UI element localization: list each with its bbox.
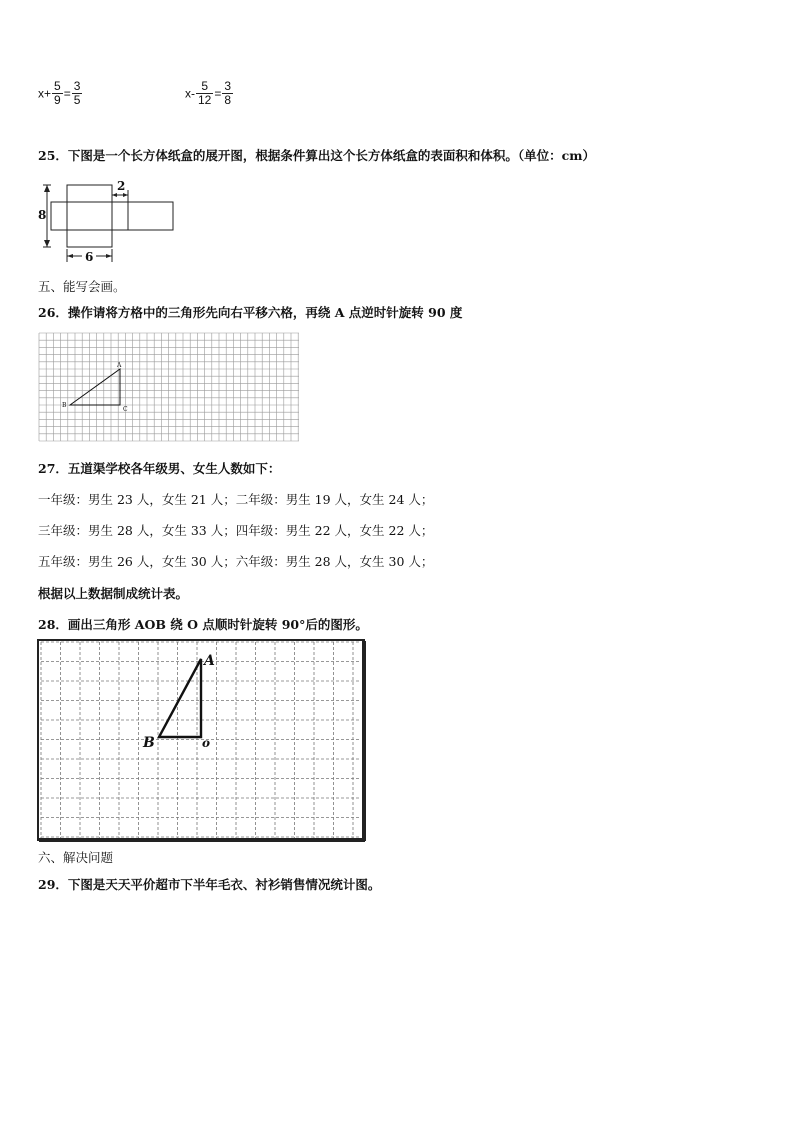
arrow-right-icon <box>123 193 128 197</box>
point-a-label: A <box>117 362 122 369</box>
point-b-label: B <box>62 402 67 409</box>
point-a-label: A <box>204 653 215 669</box>
arrow-left-icon <box>67 254 73 258</box>
arrow-right-icon <box>106 254 112 258</box>
equation-1-frac-b: $\frac{3}{5}$ <box>73 79 81 107</box>
equation-1 <box>38 80 83 107</box>
equation-1-op: + <box>44 86 52 101</box>
question-25: 25．下图是一个长方体纸盒的展开图，根据条件算出这个长方体纸盒的表面积和体积。（单位：cm） <box>38 148 595 163</box>
equation-2-equals: = <box>214 86 222 101</box>
width-label: 2 <box>117 179 126 193</box>
equation-2-frac-a: $\frac{5}{12}$ <box>198 79 212 107</box>
point-b-label: B <box>143 735 155 751</box>
q27-data-line-1: 一年级：男生 23 人，女生 21 人；二年级：男生 19 人，女生 24 人； <box>38 492 434 507</box>
net-right-face <box>112 202 128 230</box>
triangle-abc <box>70 369 120 405</box>
net-front-face <box>67 202 112 230</box>
box-net-diagram <box>38 178 178 266</box>
section-heading-5: 五、能写会画。 <box>38 279 126 294</box>
point-o-label: o <box>202 736 211 750</box>
section-heading-6: 六、解决问题 <box>38 850 114 865</box>
equation-2-op: - <box>191 86 195 101</box>
net-left-face <box>51 202 67 230</box>
length-label: 6 <box>85 250 94 264</box>
equation-2-frac-b: $\frac{3}{8}$ <box>224 79 232 107</box>
equation-1-frac-a: $\frac{5}{9}$ <box>54 79 61 107</box>
net-top-face <box>67 185 112 202</box>
point-c-label: C <box>123 406 128 413</box>
equation-2-var: x <box>185 86 191 101</box>
arrow-up-icon <box>44 185 50 192</box>
question-27: 27．五道渠学校各年级男、女生人数如下： <box>38 461 281 476</box>
equation-1-var: x <box>38 86 44 101</box>
net-back-face <box>128 202 173 230</box>
equation-2 <box>185 80 234 107</box>
arrow-left-icon <box>112 193 117 197</box>
question-26: 26．操作请将方格中的三角形先向右平移六格，再绕 A 点逆时针旋转 90 度 <box>38 305 463 320</box>
equation-1-equals: = <box>63 86 71 101</box>
q27-instruction: 根据以上数据制成统计表。 <box>38 586 189 601</box>
grid-q26 <box>38 331 300 443</box>
grid-q28 <box>37 639 367 843</box>
q27-data-line-2: 三年级：男生 28 人，女生 33 人；四年级：男生 22 人，女生 22 人； <box>38 523 434 538</box>
net-bottom-face <box>67 230 112 247</box>
arrow-down-icon <box>44 240 50 247</box>
question-28: 28．画出三角形 AOB 绕 O 点顺时针旋转 90°后的图形。 <box>38 617 368 632</box>
question-29: 29．下图是天天平价超市下半年毛衣、衬衫销售情况统计图。 <box>38 877 381 892</box>
q27-data-line-3: 五年级：男生 26 人，女生 30 人；六年级：男生 28 人，女生 30 人； <box>38 554 434 569</box>
height-label: 8 <box>38 208 47 222</box>
